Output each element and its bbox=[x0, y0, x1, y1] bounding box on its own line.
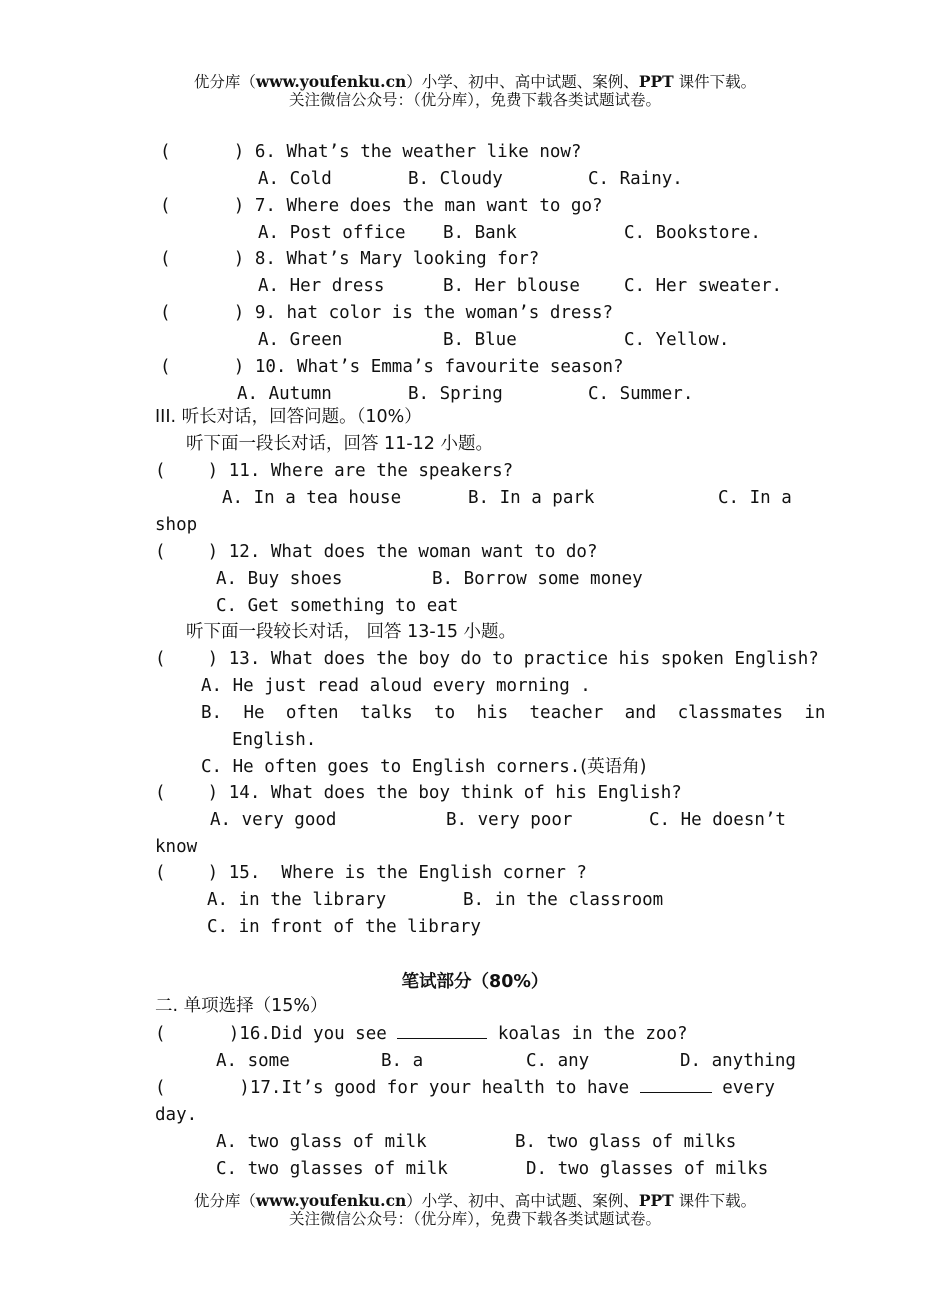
q16-option-c: C. any bbox=[526, 1051, 590, 1071]
q14-option-c-wrap: know bbox=[155, 837, 198, 857]
q12-option-a: A. Buy shoes bbox=[216, 569, 343, 589]
q13-option-b: B. He often talks to his teacher and classmates in bbox=[201, 703, 826, 723]
footer-url: www.youfenku.cn bbox=[255, 1191, 407, 1210]
footer-text: 优分库（ bbox=[193, 1192, 256, 1210]
section-3-intro-1: 听下面一段长对话，回答 11-12 小题。 bbox=[186, 434, 493, 454]
q8-option-c: C. Her sweater. bbox=[624, 276, 783, 296]
q15-option-c: C. in front of the library bbox=[207, 917, 481, 937]
q16-option-a: A. some bbox=[216, 1051, 290, 1071]
header-url: www.youfenku.cn bbox=[255, 72, 407, 91]
q17-option-d: D. two glasses of milks bbox=[526, 1159, 769, 1179]
question-9: ( ) 9. hat color is the woman’s dress? bbox=[160, 303, 614, 323]
q6-option-b: B. Cloudy bbox=[408, 169, 503, 189]
q9-option-b: B. Blue bbox=[443, 330, 517, 350]
q11-option-a: A. In a tea house bbox=[222, 488, 402, 508]
q11-option-b: B. In a park bbox=[468, 488, 595, 508]
q9-option-a: A. Green bbox=[258, 330, 343, 350]
answer-blank bbox=[640, 1078, 712, 1093]
question-17: ( )17.It’s good for your health to have every bbox=[155, 1078, 775, 1098]
q8-option-a: A. Her dress bbox=[258, 276, 385, 296]
question-12: ( ) 12. What does the woman want to do? bbox=[155, 542, 598, 562]
q10-option-b: B. Spring bbox=[408, 384, 503, 404]
question-8: ( ) 8. What’s Mary looking for? bbox=[160, 249, 540, 269]
question-13: ( ) 13. What does the boy do to practice his spoken English? bbox=[155, 649, 819, 669]
question-7: ( ) 7. Where does the man want to go? bbox=[160, 196, 603, 216]
q6-option-a: A. Cold bbox=[258, 169, 332, 189]
answer-blank bbox=[397, 1024, 487, 1039]
question-6: ( ) 6. What’s the weather like now? bbox=[160, 142, 582, 162]
q15-option-b: B. in the classroom bbox=[463, 890, 664, 910]
q16-option-d: D. anything bbox=[680, 1051, 796, 1071]
page-header-line1 bbox=[0, 72, 950, 92]
q16-option-b: B. a bbox=[381, 1051, 424, 1071]
section-3-intro-2: 听下面一段较长对话， 回答 13-15 小题。 bbox=[186, 622, 517, 642]
q11-option-c: C. In a bbox=[718, 488, 792, 508]
q8-option-b: B. Her blouse bbox=[443, 276, 580, 296]
header-text: 课件下载。 bbox=[673, 73, 757, 91]
page-footer-line2: 关注微信公众号：（优分库），免费下载各类试题试卷。 bbox=[288, 1210, 661, 1228]
footer-text: 课件下载。 bbox=[673, 1192, 757, 1210]
q10-option-c: C. Summer. bbox=[588, 384, 694, 404]
section-3-title: III. 听长对话，回答问题。（10%） bbox=[155, 407, 422, 427]
written-part-title: 笔试部分（80%） bbox=[401, 972, 549, 992]
q15-option-a: A. in the library bbox=[207, 890, 387, 910]
q13-option-b-wrap: English. bbox=[232, 730, 317, 750]
q14-option-a: A. very good bbox=[210, 810, 337, 830]
question-16: ( )16.Did you see koalas in the zoo? bbox=[155, 1024, 688, 1044]
q14-option-c: C. He doesn’t bbox=[649, 810, 786, 830]
page-header-line2: 关注微信公众号：（优分库），免费下载各类试题试卷。 bbox=[288, 91, 661, 109]
q10-option-a: A. Autumn bbox=[237, 384, 332, 404]
q7-option-a: A. Post office bbox=[258, 223, 406, 243]
footer-text: ）小学、初中、高中试题、案例、 bbox=[406, 1192, 639, 1210]
footer-ppt: PPT bbox=[638, 1191, 674, 1210]
q6-option-c: C. Rainy. bbox=[588, 169, 683, 189]
q17-wrap: day. bbox=[155, 1105, 198, 1125]
q13-option-a: A. He just read aloud every morning . bbox=[201, 676, 591, 696]
q14-option-b: B. very poor bbox=[446, 810, 573, 830]
q17-option-a: A. two glass of milk bbox=[216, 1132, 427, 1152]
q9-option-c: C. Yellow. bbox=[624, 330, 730, 350]
q13-option-c: C. He often goes to English corners.(英语角) bbox=[201, 757, 647, 777]
header-ppt: PPT bbox=[638, 72, 674, 91]
page-footer-line1 bbox=[0, 1191, 950, 1211]
header-text: 优分库（ bbox=[193, 73, 256, 91]
question-11: ( ) 11. Where are the speakers? bbox=[155, 461, 514, 481]
q17-option-c: C. two glasses of milk bbox=[216, 1159, 448, 1179]
q7-option-b: B. Bank bbox=[443, 223, 517, 243]
q13-note: (英语角) bbox=[580, 757, 647, 777]
question-14: ( ) 14. What does the boy think of his English? bbox=[155, 783, 682, 803]
q12-option-b: B. Borrow some money bbox=[432, 569, 643, 589]
question-15: ( ) 15. Where is the English corner ? bbox=[155, 863, 587, 883]
q11-option-c-wrap: shop bbox=[155, 515, 198, 535]
q7-option-c: C. Bookstore. bbox=[624, 223, 761, 243]
q12-option-c: C. Get something to eat bbox=[216, 596, 459, 616]
q17-option-b: B. two glass of milks bbox=[515, 1132, 737, 1152]
question-10: ( ) 10. What’s Emma’s favourite season? bbox=[160, 357, 624, 377]
section-2-title: 二. 单项选择（15%） bbox=[155, 996, 328, 1016]
header-text: ）小学、初中、高中试题、案例、 bbox=[406, 73, 639, 91]
